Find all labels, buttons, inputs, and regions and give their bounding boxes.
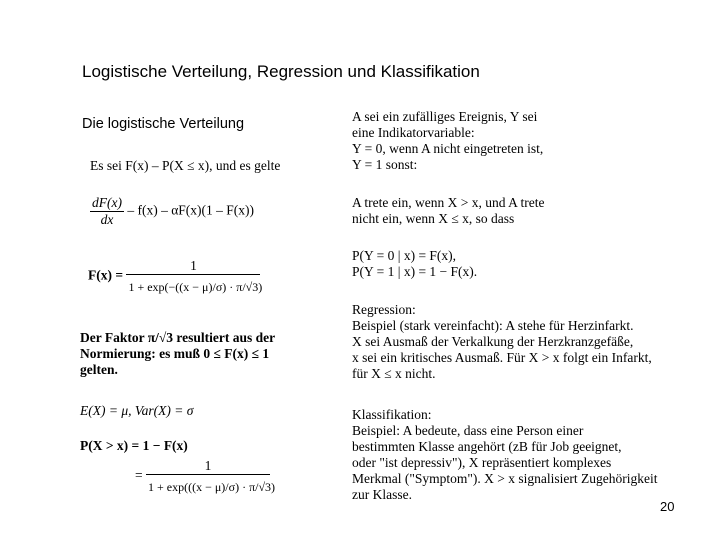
cdf-lhs: F(x) = bbox=[88, 267, 124, 283]
regression-line-4: für X ≤ x nicht. bbox=[352, 366, 436, 381]
event-block bbox=[352, 195, 544, 227]
classification-line-3: oder "ist depressiv"), X repräsentiert komplexes bbox=[352, 455, 612, 470]
factor-line-3: gelten. bbox=[80, 362, 118, 377]
cdf-equation bbox=[88, 258, 264, 295]
cdf-numerator: 1 bbox=[126, 258, 260, 275]
factor-line-2: Normierung: es muß 0 ≤ F(x) ≤ 1 bbox=[80, 346, 270, 361]
survival-numerator: 1 bbox=[146, 458, 270, 475]
classification-line-1: Beispiel: A bedeute, dass eine Person einer bbox=[352, 423, 584, 438]
classification-heading: Klassifikation: bbox=[352, 407, 432, 422]
regression-line-3: x sei ein kritisches Ausmaß. Für X > x folgt ein Infarkt, bbox=[352, 350, 652, 365]
derivative-fraction bbox=[90, 195, 124, 228]
definition-line-3: Y = 0, wenn A nicht eingetreten ist, bbox=[352, 141, 544, 156]
probability-line-2: P(Y = 1 | x) = 1 − F(x). bbox=[352, 264, 478, 279]
page-number: 20 bbox=[660, 499, 675, 514]
regression-block bbox=[352, 302, 652, 382]
event-line-1: A trete ein, wenn X > x, und A trete bbox=[352, 195, 545, 210]
probability-block bbox=[352, 248, 477, 280]
moments-line: E(X) = μ, Var(X) = σ bbox=[80, 403, 194, 418]
definition-line-4: Y = 1 sonst: bbox=[352, 157, 418, 172]
slide-title: Logistische Verteilung, Regression und Klassifikation bbox=[82, 62, 480, 81]
factor-line-1: Der Faktor π/√3 resultiert aus der bbox=[80, 330, 276, 345]
cdf-fraction bbox=[126, 258, 264, 295]
regression-heading: Regression: bbox=[352, 302, 416, 317]
derivative-denominator: dx bbox=[100, 212, 114, 227]
regression-line-1: Beispiel (stark vereinfacht): A stehe für Herzinfarkt. bbox=[352, 318, 634, 333]
classification-block bbox=[352, 407, 657, 503]
derivative-rhs: – f(x) – αF(x)(1 – F(x)) bbox=[127, 202, 255, 218]
event-line-2: nicht ein, wenn X ≤ x, so dass bbox=[352, 211, 515, 226]
survival-denominator: 1 + exp(((x − μ)/σ) · π/√3) bbox=[148, 480, 276, 494]
intro-text bbox=[90, 158, 280, 174]
survival-fraction bbox=[146, 458, 277, 495]
classification-line-5: zur Klasse. bbox=[352, 487, 412, 502]
regression-line-2: X sei Ausmaß der Verkalkung der Herzkranzgefäße, bbox=[352, 334, 634, 349]
intro-line: Es sei F(x) – P(X ≤ x), und es gelte bbox=[90, 158, 281, 173]
survival-line: P(X > x) = 1 − F(x) bbox=[80, 438, 188, 453]
definition-block bbox=[352, 109, 543, 173]
classification-line-4: Merkmal ("Symptom"). X > x signalisiert Zugehörigkeit bbox=[352, 471, 658, 486]
survival-equals: = bbox=[135, 467, 143, 483]
classification-line-2: bestimmten Klasse angehört (zB für Job geeignet, bbox=[352, 439, 622, 454]
cdf-denominator: 1 + exp(−((x − μ)/σ) · π/√3) bbox=[128, 280, 263, 294]
probability-line-1: P(Y = 0 | x) = F(x), bbox=[352, 248, 457, 263]
factor-note bbox=[80, 330, 275, 378]
survival-fraction-block bbox=[135, 458, 277, 495]
definition-line-2: eine Indikatorvariable: bbox=[352, 125, 475, 140]
derivative-numerator: dF(x) bbox=[92, 195, 122, 210]
slide-subtitle: Die logistische Verteilung bbox=[82, 116, 245, 132]
definition-line-1: A sei ein zufälliges Ereignis, Y sei bbox=[352, 109, 538, 124]
derivative-equation bbox=[90, 195, 254, 228]
